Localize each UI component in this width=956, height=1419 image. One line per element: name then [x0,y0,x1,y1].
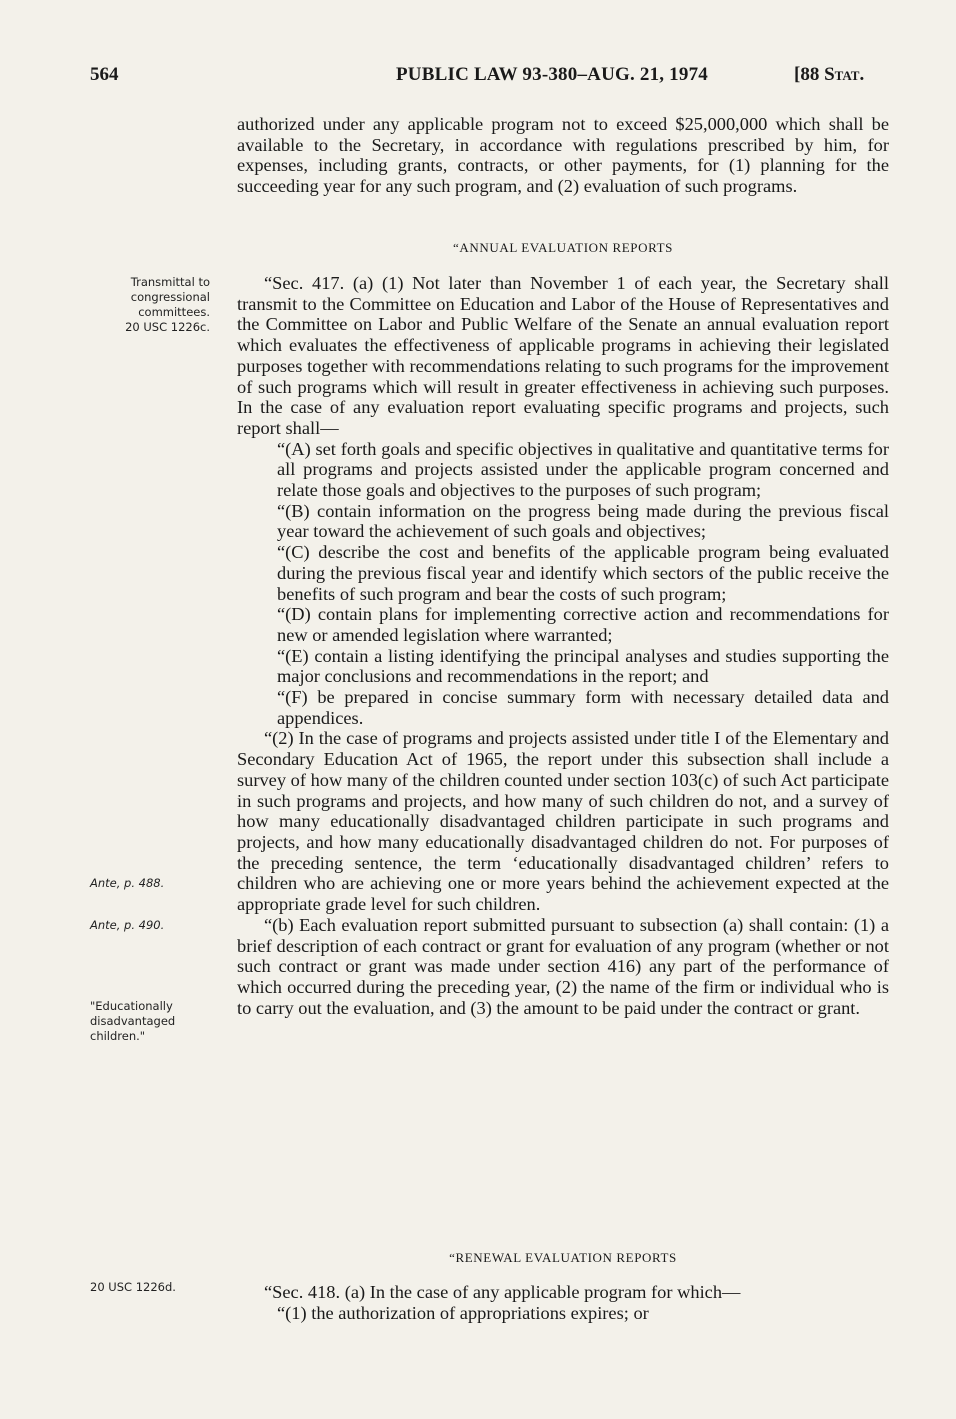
margin-note-transmittal: Transmittal to congressional committees. [130,275,210,319]
margin-note-usc-1226d: 20 USC 1226d. [90,1280,176,1294]
sec417-item-f: “(F) be prepared in concise summary form with necessary detailed data and appendices. [277,687,889,728]
sec418-item-1: “(1) the authorization of appropriations expires; or [277,1302,649,1323]
section-418 [237,1282,889,1323]
volume-reference: [88 Stat. [794,64,865,85]
margin-note-usc-1226c: 20 USC 1226c. [125,320,210,334]
intro-paragraph [237,114,889,197]
sec417-para-2: “(2) In the case of programs and projects assisted under title I of the Elementary and Secondary Education Act of 1965, the report under this subsection shall include a survey of how many of the children counted under section 103(c) of such Act participate in such programs and projects, and how many of such children do not, and a survey of how many educationally disadvantaged children participate in such programs and projects, and how many educationally disadvantaged children do not. For purposes of the preceding sentence, the term ‘educationally disadvantaged children’ refers to children who are achieving one or more years behind the achievement expected at the appropriate grade level for such children. [237,728,889,915]
sec417-para-b: “(b) Each evaluation report submitted pursuant to subsection (a) shall contain: (1) a brief description of each contract or grant for evaluation of any program (whether or not such contract or grant was made under section 416) any part of the performance of which occurred during the preceding year, (2) the name of the firm or individual who is to carry out the evaluation, and (3) the amount to be paid under the contract or grant. [237,914,889,1018]
sec418-a: “Sec. 418. (a) In the case of any applicable program for which— [264,1282,741,1302]
section-417 [237,273,889,1018]
page-number: 564 [90,64,119,85]
margin-note-ante-490: Ante, p. 490. [90,918,165,932]
sec417-item-c: “(C) describe the cost and benefits of the applicable program being evaluated during the previous fiscal year and identify which sectors of the public receive the benefits of such program and bear the costs of such program; [277,542,889,604]
sec417-a1: “Sec. 417. (a) (1) Not later than November 1 of each year, the Secretary shall transmit to the Committee on Education and Labor of the House of Representatives and the Committee on Labor and Public Welfare of the Senate an annual evaluation report which evaluates the effectiveness of applicable programs in achieving their legislated purposes together with recommendations relating to such programs for the improvement of such programs which will result in greater effectiveness in achieving such purposes. In the case of any evaluation report evaluating specific programs and projects, such report shall— [237,273,889,438]
intro-text: authorized under any applicable program not to exceed $25,000,000 which shall be available to the Secretary, in accordance with regulations prescribed by him, for expenses, including grants, contracts, or other payments, for (1) planning for the succeeding year for any such program, and (2) evaluation of such programs. [237,114,889,197]
running-title: PUBLIC LAW 93-380–AUG. 21, 1974 [396,64,708,85]
sec417-item-e: “(E) contain a listing identifying the principal analyses and studies supporting the major conclusions and recommendations in the report; and [277,645,889,687]
running-header [0,60,956,90]
heading-renewal-evaluation-reports: “RENEWAL EVALUATION REPORTS [449,1250,677,1265]
sec417-item-d: “(D) contain plans for implementing corrective action and recommendations for new or amended legislation where warranted; [277,604,889,645]
sec417-item-a: “(A) set forth goals and specific objectives in qualitative and quantitative terms for all programs and projects assisted under the applicable program concerned and relate those goals and objectives to the purposes of such program; [277,438,889,501]
sec417-item-b: “(B) contain information on the progress being made during the previous fiscal year toward the achievement of such goals and objectives; [277,500,889,542]
margin-note-ante-488: Ante, p. 488. [90,876,165,890]
margin-note-educationally-disadvantaged: "Educationally disadvantaged children." [90,999,176,1043]
heading-annual-evaluation-reports: “ANNUAL EVALUATION REPORTS [453,240,673,255]
